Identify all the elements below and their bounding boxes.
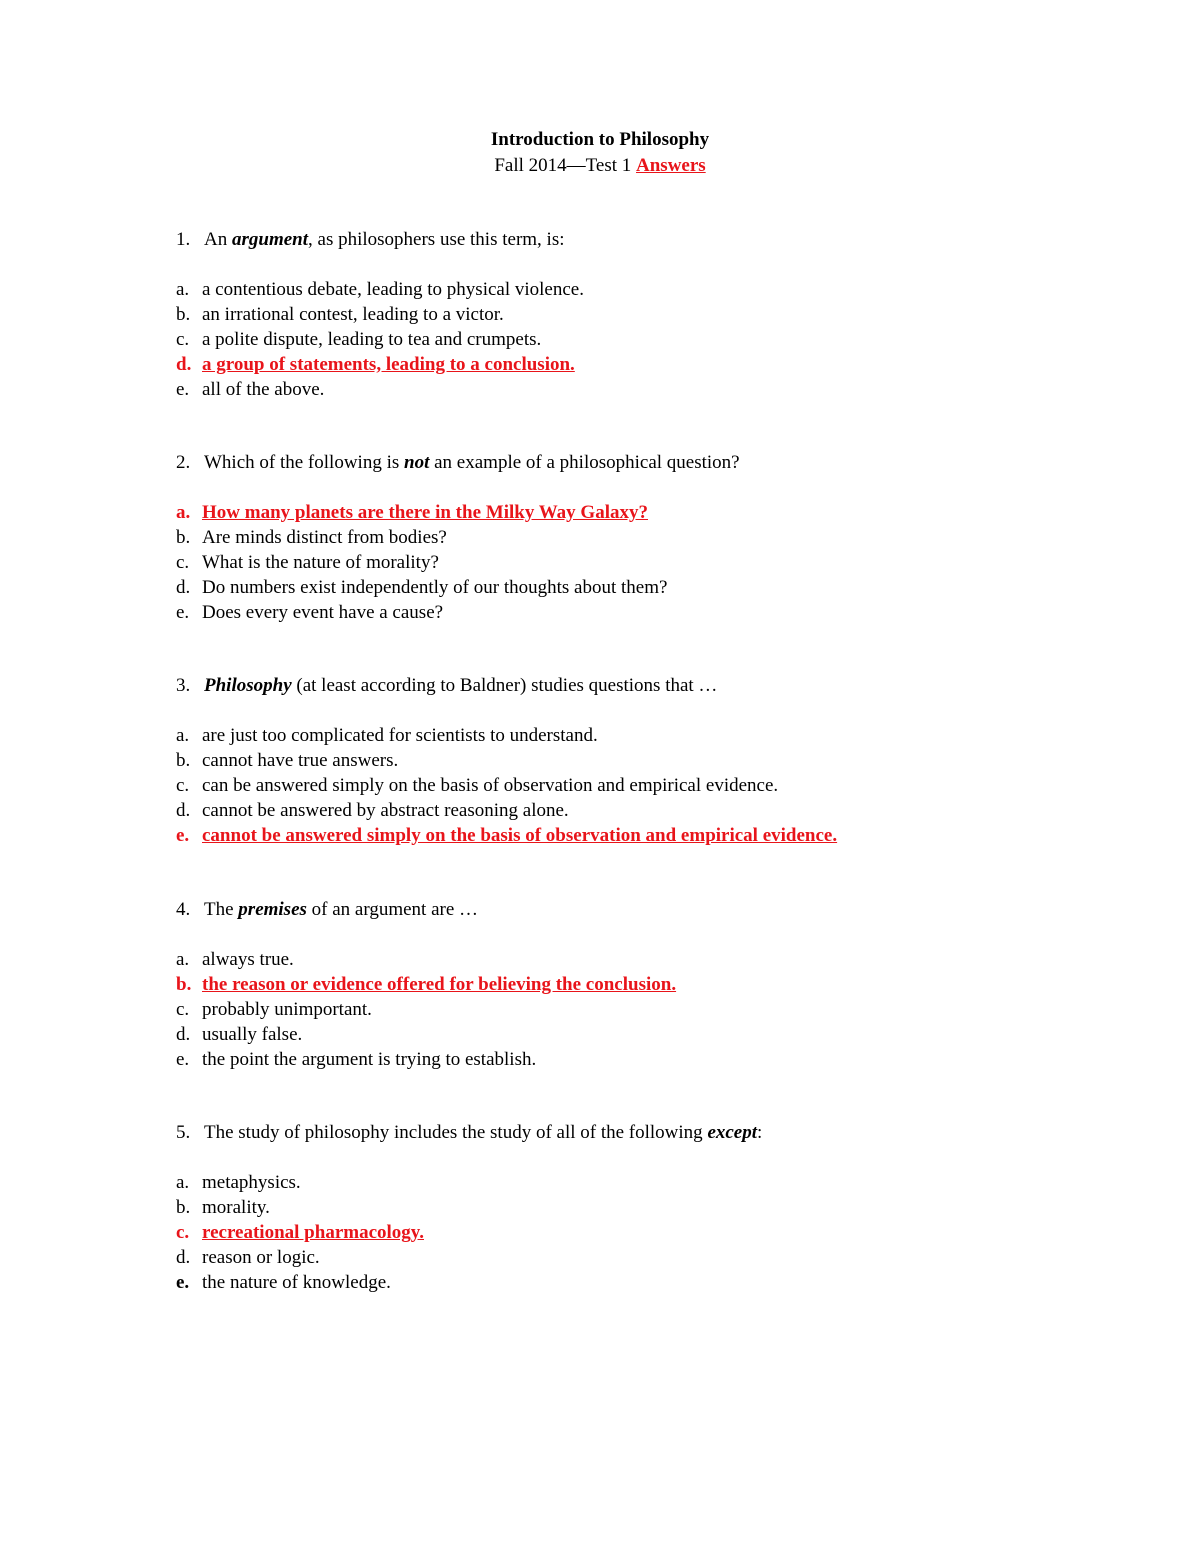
option-label: d. bbox=[176, 800, 191, 821]
option-text: reason or logic. bbox=[202, 1247, 320, 1268]
option-label: b. bbox=[176, 750, 191, 771]
question-5 bbox=[176, 1120, 762, 1295]
option-text: cannot have true answers. bbox=[202, 750, 399, 771]
question-number: 2. bbox=[176, 452, 191, 473]
question-3 bbox=[176, 673, 837, 848]
option-label: e. bbox=[176, 1272, 190, 1293]
option-4d bbox=[176, 1022, 676, 1047]
question-number: 3. bbox=[176, 675, 191, 696]
option-5d bbox=[176, 1245, 762, 1270]
option-label: a. bbox=[176, 725, 190, 746]
option-label: a. bbox=[176, 279, 190, 300]
option-1d-correct-answer bbox=[176, 352, 584, 377]
option-1e bbox=[176, 377, 584, 402]
option-3a bbox=[176, 723, 837, 748]
option-3c bbox=[176, 773, 837, 798]
option-label: d. bbox=[176, 577, 191, 598]
option-2e bbox=[176, 600, 740, 625]
option-2c bbox=[176, 550, 740, 575]
option-text: all of the above. bbox=[202, 379, 325, 400]
question-2-stem bbox=[176, 450, 740, 475]
option-label: c. bbox=[176, 999, 190, 1020]
stem-text: Which of the following is bbox=[204, 452, 404, 473]
option-label: e. bbox=[176, 602, 190, 623]
option-label: c. bbox=[176, 1222, 190, 1243]
option-text: a group of statements, leading to a conclusion. bbox=[202, 354, 575, 375]
option-text: recreational pharmacology. bbox=[202, 1222, 424, 1243]
option-1c bbox=[176, 327, 584, 352]
option-label: e. bbox=[176, 825, 190, 846]
option-text: can be answered simply on the basis of observation and empirical evidence. bbox=[202, 775, 779, 796]
option-label: b. bbox=[176, 304, 191, 325]
option-label: a. bbox=[176, 949, 190, 970]
option-label: d. bbox=[176, 354, 192, 375]
question-number: 1. bbox=[176, 229, 191, 250]
question-4 bbox=[176, 897, 676, 1072]
option-label: d. bbox=[176, 1024, 191, 1045]
stem-text: : bbox=[757, 1122, 763, 1143]
stem-emphasis: except bbox=[707, 1122, 758, 1143]
option-5b bbox=[176, 1195, 762, 1220]
option-text: metaphysics. bbox=[202, 1172, 301, 1193]
stem-text: an example of a philosophical question? bbox=[429, 452, 740, 473]
option-label: a. bbox=[176, 1172, 190, 1193]
option-5c-correct-answer bbox=[176, 1220, 762, 1245]
option-1a bbox=[176, 277, 584, 302]
option-text: Does every event have a cause? bbox=[202, 602, 444, 623]
question-4-stem bbox=[176, 897, 676, 922]
document-subtitle bbox=[0, 153, 1200, 179]
option-2a-correct-answer bbox=[176, 500, 740, 525]
option-label: b. bbox=[176, 1197, 191, 1218]
option-4c bbox=[176, 997, 676, 1022]
option-4b-correct-answer bbox=[176, 972, 676, 997]
stem-text: The bbox=[204, 899, 239, 920]
option-text: a contentious debate, leading to physical violence. bbox=[202, 279, 584, 300]
question-number: 4. bbox=[176, 899, 191, 920]
question-1-stem bbox=[176, 227, 584, 252]
option-5a bbox=[176, 1170, 762, 1195]
option-label: c. bbox=[176, 775, 190, 796]
question-1 bbox=[176, 227, 584, 402]
option-text: are just too complicated for scientists to understand. bbox=[202, 725, 598, 746]
option-text: always true. bbox=[202, 949, 294, 970]
stem-emphasis: premises bbox=[238, 899, 307, 920]
option-4e bbox=[176, 1047, 676, 1072]
stem-emphasis: Philosophy bbox=[204, 675, 292, 696]
option-text: the point the argument is trying to establish. bbox=[202, 1049, 537, 1070]
stem-text: of an argument are … bbox=[306, 899, 479, 920]
option-text: Do numbers exist independently of our thoughts about them? bbox=[202, 577, 668, 598]
document-header bbox=[0, 127, 1200, 179]
option-text: the reason or evidence offered for believing the conclusion. bbox=[202, 974, 677, 995]
option-3e-correct-answer bbox=[176, 823, 837, 848]
option-2d bbox=[176, 575, 740, 600]
option-label: e. bbox=[176, 1049, 190, 1070]
stem-text: , as philosophers use this term, is: bbox=[308, 229, 565, 250]
option-5e bbox=[176, 1270, 762, 1295]
option-label: c. bbox=[176, 329, 190, 350]
option-label: b. bbox=[176, 527, 191, 548]
question-2 bbox=[176, 450, 740, 625]
question-3-stem bbox=[176, 673, 837, 698]
option-label: b. bbox=[176, 974, 192, 995]
option-text: cannot be answered by abstract reasoning alone. bbox=[202, 800, 569, 821]
subtitle-text: Fall 2014—Test 1 bbox=[494, 155, 637, 176]
answers-label: Answers bbox=[636, 155, 706, 176]
option-3b bbox=[176, 748, 837, 773]
option-label: a. bbox=[176, 502, 191, 523]
option-text: the nature of knowledge. bbox=[202, 1272, 391, 1293]
option-text: What is the nature of morality? bbox=[202, 552, 439, 573]
option-3d bbox=[176, 798, 837, 823]
document-title: Introduction to Philosophy bbox=[490, 129, 710, 150]
stem-emphasis: argument bbox=[231, 229, 309, 250]
stem-emphasis: not bbox=[404, 452, 430, 473]
option-label: c. bbox=[176, 552, 190, 573]
option-1b bbox=[176, 302, 584, 327]
option-2b bbox=[176, 525, 740, 550]
option-label: e. bbox=[176, 379, 190, 400]
option-label: d. bbox=[176, 1247, 191, 1268]
option-text: usually false. bbox=[202, 1024, 303, 1045]
option-text: cannot be answered simply on the basis of observation and empirical evidence. bbox=[202, 825, 838, 846]
option-text: a polite dispute, leading to tea and crumpets. bbox=[202, 329, 542, 350]
question-number: 5. bbox=[176, 1122, 191, 1143]
option-text: morality. bbox=[202, 1197, 270, 1218]
question-5-stem bbox=[176, 1120, 762, 1145]
option-text: Are minds distinct from bodies? bbox=[202, 527, 447, 548]
option-text: probably unimportant. bbox=[202, 999, 372, 1020]
option-text: How many planets are there in the Milky Way Galaxy? bbox=[202, 502, 648, 523]
stem-text: The study of philosophy includes the study of all of the following bbox=[204, 1122, 708, 1143]
option-text: an irrational contest, leading to a victor. bbox=[202, 304, 504, 325]
stem-text: An bbox=[204, 229, 232, 250]
option-4a bbox=[176, 947, 676, 972]
stem-text: (at least according to Baldner) studies questions that … bbox=[291, 675, 718, 696]
